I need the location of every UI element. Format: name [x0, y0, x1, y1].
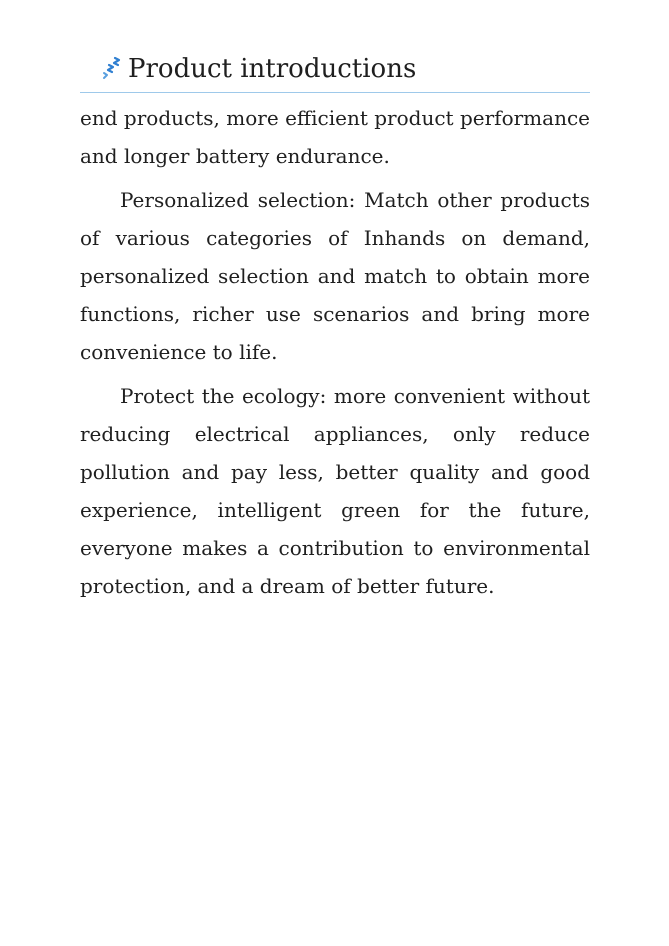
section-header — [80, 52, 590, 93]
paragraph-protect-ecology: Protect the ecology: more convenient without reducing electrical appliances, only reduce pollution and pay less, better quality and good experience, intelligent green for the future, everyone makes a contribution to environmental protection, and a dream of better future. — [80, 384, 590, 598]
paragraph-personalized-selection: Personalized selection: Match other products of various categories of Inhands on demand, personalized selection and match to obtain more functions, richer use scenarios and bring more convenience to life. — [80, 188, 590, 364]
zigzag-accent-icon — [102, 56, 122, 80]
paragraph-continued: end products, more efficient product performance and longer battery endurance. — [80, 106, 590, 168]
body-text — [80, 99, 590, 605]
page-title: Product introductions — [128, 54, 417, 84]
document-page — [80, 52, 590, 611]
